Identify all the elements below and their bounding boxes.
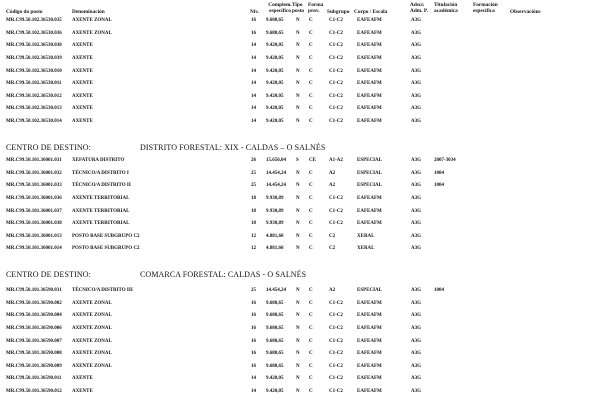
table-group-3 <box>0 284 613 398</box>
cell-subgrupo: C1-C2 <box>329 351 343 357</box>
section-caldas-comarca <box>0 270 613 280</box>
cell-adscricion: A3G <box>411 389 421 395</box>
cell-forma-prov: C <box>309 389 313 395</box>
table-row <box>0 297 613 310</box>
cell-corpo-escala: EAFEAFM <box>357 55 382 61</box>
cell-forma-prov: C <box>309 363 313 369</box>
cell-corpo-escala: EAFEAFM <box>357 313 382 319</box>
cell-nivel: 14 <box>251 43 256 49</box>
cell-denominacion: AXENTE <box>72 68 93 74</box>
cell-denominacion: AXENTE ZONAL <box>72 18 112 23</box>
cell-denominacion: AXENTE <box>72 106 93 112</box>
cell-forma-prov: C <box>309 68 313 74</box>
cell-forma-prov: C <box>309 313 313 319</box>
cell-corpo-escala: EAFEAFM <box>357 363 382 369</box>
table-row <box>0 154 613 167</box>
cell-posto-code: MR.C99.50.101.36001.033 <box>6 183 62 189</box>
header-formacion: Formación específica <box>473 2 498 14</box>
cell-complemento: 9.420,05 <box>266 68 284 74</box>
cell-subgrupo: C1-C2 <box>329 18 343 23</box>
cell-complemento: 9.420,05 <box>266 119 284 125</box>
cell-posto-code: MR.C99.50.102.36530.035 <box>6 18 62 23</box>
cell-tipo-posto: N <box>296 183 300 189</box>
header-codigo: Código do posto <box>6 9 43 15</box>
table-group-2 <box>0 154 613 255</box>
cell-adscricion: A3G <box>411 119 421 125</box>
cell-subgrupo: C1-C2 <box>329 43 343 49</box>
cell-tipo-posto: N <box>296 246 300 252</box>
cell-denominacion: POSTO BASE SUBGRUPO C2 <box>72 246 140 252</box>
cell-posto-code: MR.C99.50.102.36530.013 <box>6 106 62 112</box>
cell-adscricion: A3G <box>411 170 421 176</box>
cell-subgrupo: C1-C2 <box>329 208 343 214</box>
cell-posto-code: MR.C99.50.102.36530.036 <box>6 30 62 36</box>
table-row <box>0 115 613 128</box>
cell-forma-prov: C <box>309 55 313 61</box>
cell-corpo-escala: EAFEAFM <box>357 106 382 112</box>
cell-tipo-posto: N <box>296 195 300 201</box>
header-forma: Forma prov. <box>308 2 324 14</box>
cell-corpo-escala: EAFEAFM <box>357 18 382 23</box>
cell-tipo-posto: N <box>296 30 300 36</box>
cell-subgrupo: C1-C2 <box>329 93 343 99</box>
cell-subgrupo: C1-C2 <box>329 119 343 125</box>
cell-subgrupo: C1-C2 <box>329 30 343 36</box>
cell-denominacion: AXENTE <box>72 119 93 125</box>
cell-tipo-posto: N <box>296 18 300 23</box>
table-row <box>0 27 613 40</box>
cell-forma-prov: C <box>309 288 313 293</box>
cell-nivel: 14 <box>251 389 256 395</box>
cell-adscricion: A3G <box>411 208 421 214</box>
cell-nivel: 14 <box>251 376 256 382</box>
header-titulacion: Titulación académica <box>434 2 458 14</box>
cell-forma-prov: C <box>309 106 313 112</box>
cell-complemento: 9.680,65 <box>266 363 284 369</box>
cell-denominacion: AXENTE <box>72 55 93 61</box>
cell-tipo-posto: N <box>296 119 300 125</box>
table-group-1 <box>0 14 613 128</box>
cell-denominacion: POSTO BASE SUBGRUPO C2 <box>72 233 140 239</box>
cell-complemento: 9.680,65 <box>266 351 284 357</box>
cell-nivel: 16 <box>251 30 256 36</box>
cell-tipo-posto: N <box>296 338 300 344</box>
header-complemento: Complem. específico <box>268 2 292 14</box>
cell-forma-prov: C <box>309 93 313 99</box>
cell-subgrupo: A1-A2 <box>329 158 343 163</box>
cell-denominacion: AXENTE <box>72 376 93 382</box>
cell-posto-code: MR.C99.50.102.36530.014 <box>6 119 62 125</box>
cell-complemento: 9.420,05 <box>266 376 284 382</box>
header-tipo: Tipo posto <box>292 2 305 14</box>
cell-subgrupo: C1-C2 <box>329 55 343 61</box>
cell-subgrupo: C1-C2 <box>329 195 343 201</box>
table-row <box>0 372 613 385</box>
table-row <box>0 52 613 65</box>
cell-corpo-escala: EAFEAFM <box>357 300 382 306</box>
cell-adscricion: A3G <box>411 183 421 189</box>
cell-forma-prov: C <box>309 376 313 382</box>
cell-complemento: 9.420,05 <box>266 55 284 61</box>
cell-corpo-escala: EAFEAFM <box>357 119 382 125</box>
cell-complemento: 9.420,05 <box>266 106 284 112</box>
cell-forma-prov: C <box>309 325 313 331</box>
cell-forma-prov: CE <box>309 158 316 163</box>
cell-subgrupo: C2 <box>329 246 336 252</box>
cell-adscricion: A3G <box>411 30 421 36</box>
cell-tipo-posto: N <box>296 288 300 293</box>
table-row <box>0 77 613 90</box>
table-row <box>0 322 613 335</box>
cell-adscricion: A3G <box>411 221 421 227</box>
cell-subgrupo: C1-C2 <box>329 106 343 112</box>
cell-adscricion: A3G <box>411 18 421 23</box>
cell-subgrupo: C2 <box>329 233 336 239</box>
cell-nivel: 14 <box>251 55 256 61</box>
header-corpo: Corpo / Escala <box>354 9 388 15</box>
cell-posto-code: MR.C99.50.101.36590.009 <box>6 363 62 369</box>
table-row <box>0 65 613 78</box>
cell-adscricion: A3G <box>411 246 421 252</box>
cell-denominacion: AXENTE TERRITORIAL <box>72 221 130 227</box>
cell-tipo-posto: N <box>296 389 300 395</box>
cell-titulacion: 1004 <box>434 288 444 293</box>
cell-nivel: 16 <box>251 313 256 319</box>
cell-adscricion: A3G <box>411 313 421 319</box>
cell-forma-prov: C <box>309 351 313 357</box>
cell-tipo-posto: N <box>296 106 300 112</box>
cell-posto-code: MR.C99.50.101.36590.011 <box>6 376 62 382</box>
table-row <box>0 335 613 348</box>
cell-forma-prov: C <box>309 119 313 125</box>
cell-subgrupo: C1-C2 <box>329 363 343 369</box>
cell-subgrupo: A2 <box>329 183 336 189</box>
cell-tipo-posto: N <box>296 233 300 239</box>
section-caldas-distrito <box>0 143 613 153</box>
cell-denominacion: XEFATURA DISTRITO <box>72 158 125 163</box>
cell-subgrupo: C1-C2 <box>329 338 343 344</box>
cell-adscricion: A3G <box>411 300 421 306</box>
cell-forma-prov: C <box>309 300 313 306</box>
cell-posto-code: MR.C99.50.101.36590.006 <box>6 325 62 331</box>
cell-tipo-posto: N <box>296 81 300 87</box>
table-row <box>0 205 613 218</box>
header-nivel: Niv. <box>250 9 259 15</box>
cell-complemento: 14.454,24 <box>266 170 286 176</box>
cell-subgrupo: C1-C2 <box>329 300 343 306</box>
cell-adscricion: A3G <box>411 81 421 87</box>
section-label: CENTRO DE DESTINO: <box>6 143 91 152</box>
cell-forma-prov: C <box>309 183 313 189</box>
cell-forma-prov: C <box>309 18 313 23</box>
cell-nivel: 18 <box>251 208 256 214</box>
cell-tipo-posto: N <box>296 325 300 331</box>
cell-complemento: 9.680,65 <box>266 338 284 344</box>
cell-forma-prov: C <box>309 338 313 344</box>
cell-nivel: 16 <box>251 338 256 344</box>
cell-corpo-escala: ESPECIAL <box>357 288 383 293</box>
cell-complemento: 9.680,65 <box>266 300 284 306</box>
cell-subgrupo: C1-C2 <box>329 81 343 87</box>
cell-denominacion: TÉCNICO/A DISTRITO III <box>72 288 133 293</box>
cell-adscricion: A3G <box>411 351 421 357</box>
cell-titulacion: 1004 <box>434 183 444 189</box>
cell-corpo-escala: EAFEAFM <box>357 43 382 49</box>
cell-posto-code: MR.C99.50.102.36530.039 <box>6 55 62 61</box>
cell-denominacion: AXENTE <box>72 93 93 99</box>
cell-adscricion: A3G <box>411 93 421 99</box>
cell-adscricion: A3G <box>411 363 421 369</box>
cell-denominacion: AXENTE ZONAL <box>72 300 112 306</box>
cell-corpo-escala: EAFEAFM <box>357 93 382 99</box>
cell-tipo-posto: N <box>296 221 300 227</box>
cell-adscricion: A3G <box>411 338 421 344</box>
cell-forma-prov: C <box>309 170 313 176</box>
table-row <box>0 385 613 398</box>
cell-tipo-posto: N <box>296 313 300 319</box>
cell-forma-prov: C <box>309 30 313 36</box>
cell-posto-code: MR.C99.50.101.36001.014 <box>6 246 62 252</box>
header-observacions: Observacións <box>510 9 541 15</box>
cell-denominacion: AXENTE <box>72 81 93 87</box>
cell-corpo-escala: XERAL <box>357 233 375 239</box>
cell-posto-code: MR.C99.50.101.36001.036 <box>6 195 62 201</box>
cell-adscricion: A3G <box>411 233 421 239</box>
cell-nivel: 14 <box>251 106 256 112</box>
cell-adscricion: A3G <box>411 158 421 163</box>
cell-complemento: 9.680,65 <box>266 30 284 36</box>
cell-posto-code: MR.C99.50.101.36590.012 <box>6 389 62 395</box>
cell-subgrupo: C1-C2 <box>329 221 343 227</box>
cell-denominacion: AXENTE <box>72 43 93 49</box>
cell-corpo-escala: EAFEAFM <box>357 325 382 331</box>
cell-posto-code: MR.C99.50.101.36590.031 <box>6 288 62 293</box>
cell-denominacion: AXENTE ZONAL <box>72 351 112 357</box>
table-row <box>0 90 613 103</box>
cell-corpo-escala: EAFEAFM <box>357 30 382 36</box>
cell-complemento: 14.454,24 <box>266 288 286 293</box>
cell-denominacion: TÉCNICO/A DISTRITO II <box>72 183 131 189</box>
cell-posto-code: MR.C99.50.101.36001.038 <box>6 221 62 227</box>
cell-corpo-escala: EAFEAFM <box>357 389 382 395</box>
table-row <box>0 230 613 243</box>
cell-corpo-escala: ESPECIAL <box>357 170 383 176</box>
cell-adscricion: A3G <box>411 288 421 293</box>
cell-posto-code: MR.C99.50.101.36590.008 <box>6 351 62 357</box>
cell-tipo-posto: N <box>296 68 300 74</box>
cell-denominacion: AXENTE ZONAL <box>72 30 112 36</box>
cell-corpo-escala: EAFEAFM <box>357 208 382 214</box>
cell-complemento: 9.420,05 <box>266 93 284 99</box>
cell-subgrupo: C1-C2 <box>329 389 343 395</box>
cell-subgrupo: C1-C2 <box>329 325 343 331</box>
cell-nivel: 16 <box>251 351 256 357</box>
cell-corpo-escala: ESPECIAL <box>357 158 383 163</box>
cell-titulacion: 1004 <box>434 170 444 176</box>
cell-forma-prov: C <box>309 43 313 49</box>
cell-denominacion: AXENTE TERRITORIAL <box>72 195 130 201</box>
cell-complemento: 15.656,04 <box>266 158 286 163</box>
table-row <box>0 217 613 230</box>
cell-complemento: 9.680,65 <box>266 18 284 23</box>
table-row <box>0 102 613 115</box>
cell-forma-prov: C <box>309 81 313 87</box>
cell-nivel: 25 <box>251 183 256 189</box>
cell-posto-code: MR.C99.50.101.36001.032 <box>6 170 62 176</box>
cell-corpo-escala: EAFEAFM <box>357 195 382 201</box>
cell-nivel: 18 <box>251 195 256 201</box>
cell-adscricion: A3G <box>411 376 421 382</box>
cell-adscricion: A3G <box>411 68 421 74</box>
cell-forma-prov: C <box>309 208 313 214</box>
cell-nivel: 14 <box>251 68 256 74</box>
cell-nivel: 16 <box>251 300 256 306</box>
cell-forma-prov: C <box>309 221 313 227</box>
cell-subgrupo: C1-C2 <box>329 313 343 319</box>
table-row <box>0 192 613 205</box>
cell-complemento: 9.680,65 <box>266 313 284 319</box>
cell-nivel: 18 <box>251 221 256 227</box>
cell-tipo-posto: N <box>296 55 300 61</box>
cell-tipo-posto: N <box>296 376 300 382</box>
cell-tipo-posto: N <box>296 300 300 306</box>
table-row <box>0 14 613 27</box>
cell-subgrupo: C1-C2 <box>329 376 343 382</box>
cell-adscricion: A3G <box>411 43 421 49</box>
table-row <box>0 347 613 360</box>
cell-nivel: 26 <box>251 158 256 163</box>
cell-tipo-posto: N <box>296 363 300 369</box>
cell-subgrupo: C1-C2 <box>329 68 343 74</box>
cell-posto-code: MR.C99.50.102.36530.011 <box>6 81 62 87</box>
cell-denominacion: TÉCNICO/A DISTRITO I <box>72 170 129 176</box>
cell-posto-code: MR.C99.50.101.36001.031 <box>6 158 62 163</box>
cell-posto-code: MR.C99.50.101.36590.002 <box>6 300 62 306</box>
cell-complemento: 4.881,60 <box>266 233 284 239</box>
cell-forma-prov: C <box>309 246 313 252</box>
cell-complemento: 4.881,60 <box>266 246 284 252</box>
cell-corpo-escala: EAFEAFM <box>357 338 382 344</box>
cell-nivel: 16 <box>251 18 256 23</box>
table-row <box>0 39 613 52</box>
cell-complemento: 9.930,89 <box>266 195 284 201</box>
section-title: COMARCA FORESTAL: CALDAS - O SALNÉS <box>140 270 307 279</box>
cell-complemento: 14.454,24 <box>266 183 286 189</box>
cell-corpo-escala: EAFEAFM <box>357 68 382 74</box>
cell-forma-prov: C <box>309 195 313 201</box>
header-adscricion: Adscr. Adm. P. <box>410 2 428 14</box>
cell-adscricion: A3G <box>411 55 421 61</box>
cell-nivel: 14 <box>251 119 256 125</box>
cell-nivel: 12 <box>251 246 256 252</box>
cell-posto-code: MR.C99.50.101.36001.037 <box>6 208 62 214</box>
cell-corpo-escala: EAFEAFM <box>357 376 382 382</box>
cell-nivel: 16 <box>251 325 256 331</box>
cell-complemento: 9.680,65 <box>266 325 284 331</box>
cell-corpo-escala: XERAL <box>357 246 375 252</box>
table-row <box>0 242 613 255</box>
section-title: DISTRITO FORESTAL: XIX - CALDAS – O SALNÉS <box>140 143 326 152</box>
cell-posto-code: MR.C99.50.102.36530.010 <box>6 68 62 74</box>
cell-tipo-posto: N <box>296 170 300 176</box>
cell-corpo-escala: EAFEAFM <box>357 351 382 357</box>
cell-forma-prov: C <box>309 233 313 239</box>
cell-subgrupo: A2 <box>329 288 336 293</box>
cell-denominacion: AXENTE ZONAL <box>72 313 112 319</box>
cell-adscricion: A3G <box>411 195 421 201</box>
cell-nivel: 14 <box>251 93 256 99</box>
cell-corpo-escala: ESPECIAL <box>357 183 383 189</box>
cell-corpo-escala: EAFEAFM <box>357 221 382 227</box>
section-label: CENTRO DE DESTINO: <box>6 270 91 279</box>
cell-posto-code: MR.C99.50.102.36530.038 <box>6 43 62 49</box>
table-row <box>0 179 613 192</box>
cell-posto-code: MR.C99.50.101.36590.007 <box>6 338 62 344</box>
cell-complemento: 9.420,05 <box>266 389 284 395</box>
table-row <box>0 167 613 180</box>
cell-subgrupo: A2 <box>329 170 336 176</box>
cell-complemento: 9.420,05 <box>266 43 284 49</box>
cell-titulacion: 2007-3034 <box>434 158 456 163</box>
cell-posto-code: MR.C99.50.102.36530.012 <box>6 93 62 99</box>
cell-posto-code: MR.C99.50.101.36001.013 <box>6 233 62 239</box>
cell-nivel: 25 <box>251 170 256 176</box>
cell-nivel: 12 <box>251 233 256 239</box>
cell-denominacion: AXENTE TERRITORIAL <box>72 208 130 214</box>
cell-denominacion: AXENTE <box>72 389 93 395</box>
cell-tipo-posto: N <box>296 93 300 99</box>
cell-adscricion: A3G <box>411 325 421 331</box>
header-denominacion: Denominación <box>72 9 105 15</box>
cell-tipo-posto: N <box>296 351 300 357</box>
cell-tipo-posto: N <box>296 208 300 214</box>
table-row <box>0 309 613 322</box>
cell-nivel: 25 <box>251 288 256 293</box>
cell-denominacion: AXENTE ZONAL <box>72 338 112 344</box>
cell-denominacion: AXENTE ZONAL <box>72 325 112 331</box>
cell-nivel: 16 <box>251 363 256 369</box>
cell-complemento: 9.930,89 <box>266 208 284 214</box>
cell-adscricion: A3G <box>411 106 421 112</box>
cell-tipo-posto: N <box>296 43 300 49</box>
cell-tipo-posto: S <box>296 158 299 163</box>
table-row <box>0 284 613 297</box>
cell-nivel: 14 <box>251 81 256 87</box>
cell-posto-code: MR.C99.50.101.36590.004 <box>6 313 62 319</box>
table-row <box>0 360 613 373</box>
cell-corpo-escala: EAFEAFM <box>357 81 382 87</box>
cell-complemento: 9.930,89 <box>266 221 284 227</box>
cell-denominacion: AXENTE ZONAL <box>72 363 112 369</box>
header-subgrupo: Subgrupo <box>327 9 350 15</box>
cell-complemento: 9.420,05 <box>266 81 284 87</box>
